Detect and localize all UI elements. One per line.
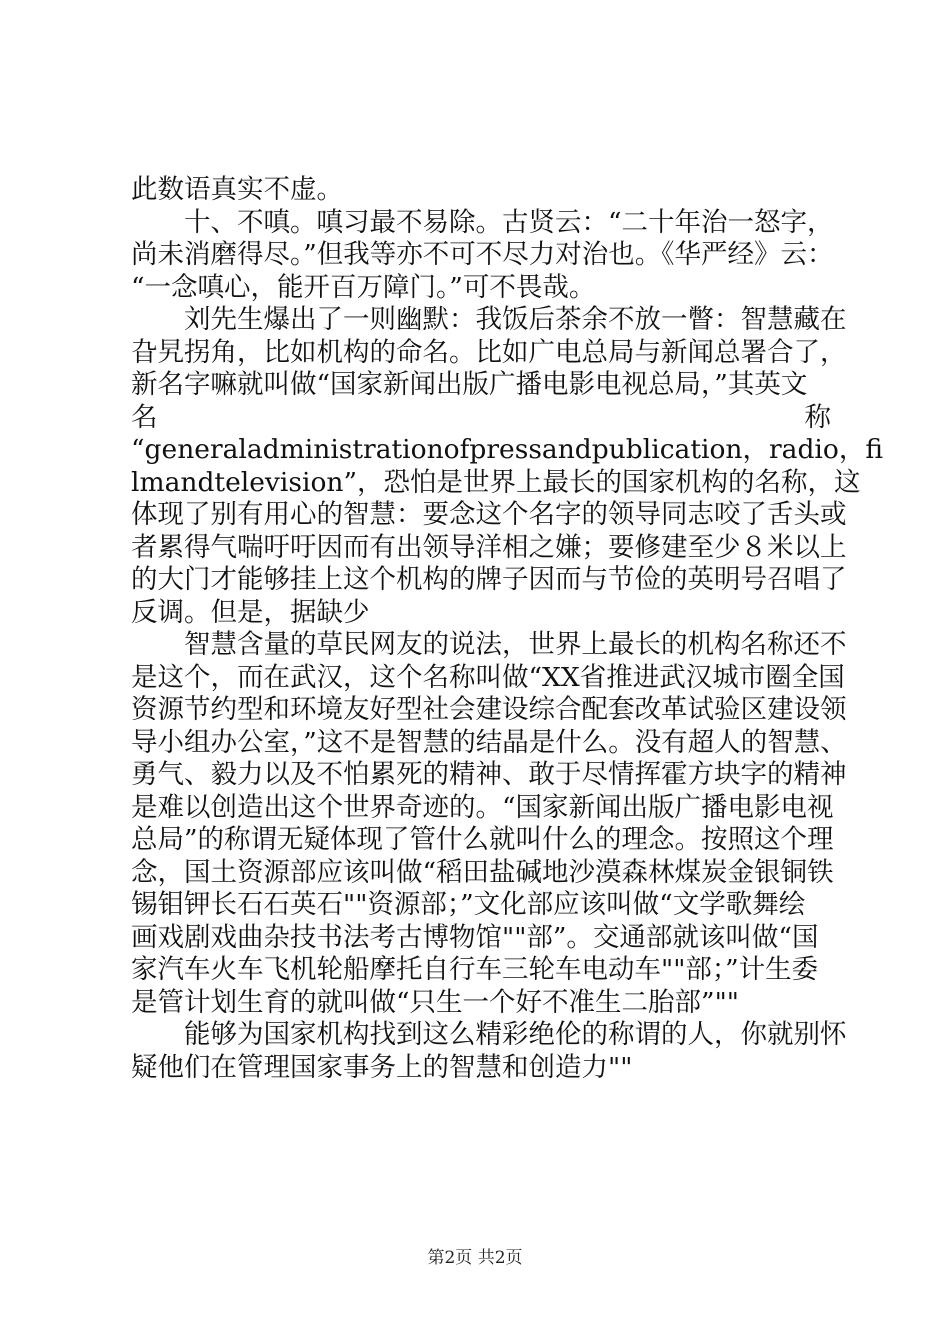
text-line: 是管计划生育的就叫做“只生一个好不准生二胎部”"" <box>131 986 739 1018</box>
text-line: 反调。但是，据缺少 <box>131 596 370 628</box>
text-line: 疑他们在管理国家事务上的智慧和创造力"" <box>131 1051 633 1083</box>
text-line: 能够为国家机构找到这么精彩绝伦的称谓的人，你就别怀 <box>184 1019 847 1050</box>
text-line: 导小组办公室，”这不是智慧的结晶是什么。没有超人的智慧、 <box>131 726 847 758</box>
text-line: 体现了别有用心的智慧：要念这个名字的领导同志咬了舌头或 <box>131 499 847 530</box>
text-line: 是这个，而在武汉，这个名称叫做“XX省推进武汉城市圈全国 <box>131 661 845 693</box>
text-line: 刘先生爆出了一则幽默：我饭后茶余不放一瞥：智慧藏在 <box>184 304 847 335</box>
text-line: 画戏剧戏曲杂技书法考古博物馆""部”。交通部就该叫做“国 <box>131 921 819 953</box>
text-line: 十、不嗔。嗔习最不易除。古贤云：“二十年治一怒字， <box>184 206 834 238</box>
text-line: 者累得气喘吁吁因而有出领导洋相之嫌；要修建至少８米以上 <box>131 531 847 563</box>
text-line: 念，国土资源部应该叫做“稻田盐碱地沙漠森林煤炭金银铜铁 <box>131 856 834 888</box>
text-line: 是难以创造出这个世界奇迹的。“国家新闻出版广播电影电视 <box>131 791 834 823</box>
text-line: 的大门才能够挂上这个机构的牌子因而与节俭的英明号召唱了 <box>131 564 847 595</box>
text-line: 尚未消磨得尽。”但我等亦不可不尽力对治也。《华严经》云： <box>131 239 834 270</box>
text-line: 新名字嘛就叫做“国家新闻出版广播电影电视总局，”其英文 <box>131 369 808 400</box>
text-line: 智慧含量的草民网友的说法，世界上最长的机构名称还不 <box>184 629 847 660</box>
split-line-left: 名 <box>131 401 158 433</box>
text-line: lmandtelevision”，恐怕是世界上最长的国家机构的名称，这 <box>131 466 861 498</box>
text-line: 勇气、毅力以及不怕累死的精神、敢于尽情挥霍方块字的精神 <box>131 759 847 790</box>
page-footer: 第2页 共2页 <box>427 1248 523 1268</box>
text-line: 总局”的称谓无疑体现了管什么就叫什么的理念。按照这个理 <box>131 824 834 855</box>
text-line: 锡钼钾长石石英石""资源部；”文化部应该叫做“文学歌舞绘 <box>131 889 806 920</box>
text-line: 旮旯拐角，比如机构的命名。比如广电总局与新闻总署合了， <box>131 336 847 368</box>
text-line: 此数语真实不虚。 <box>131 174 343 205</box>
document-body <box>131 174 884 1084</box>
justified-line <box>131 402 831 435</box>
text-line: “generaladministrationofpressandpublication，radio，fi <box>131 434 884 465</box>
split-line-right: 称 <box>804 401 831 433</box>
text-line: 家汽车火车飞机轮船摩托自行车三轮车电动车""部；”计生委 <box>131 954 819 985</box>
text-line: 资源节约型和环境友好型社会建设综合配套改革试验区建设领 <box>131 694 847 725</box>
text-line: “一念嗔心，能开百万障门。”可不畏哉。 <box>131 271 596 303</box>
